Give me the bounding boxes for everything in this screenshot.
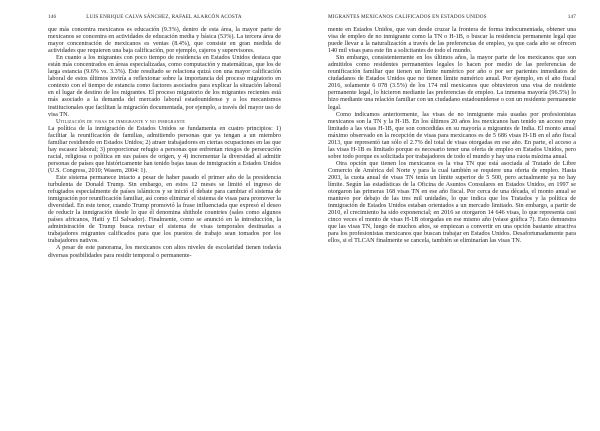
paragraph: que más concentra mexicanos es educación (9.3%), dentro de esta área, la mayor parte de mexicanos se concentra en actividades de educación media y básica (53%). La tercera área de mayor concentración de mexicanos es ventas (8.4%), que consiste en gran medida de actividades que requieren una baja calificación, por ejemplo, cajeros y supervisores. <box>48 27 281 55</box>
right-page-number: 147 <box>567 14 576 20</box>
right-page <box>300 0 600 431</box>
paragraph: Como indicamos anteriormente, las visas de no inmigrante más usadas por profesionistas mexicanos son la TN y la H-1B. En los últimos 20 años los mexicanos han tenido un acceso muy limitado a las visas H-1B, que son concedidas en su mayoría a migrantes de India. El monto anual máximo observado en la recepción de visas para mexicanos es de 5 686 visas H-1B en el año fiscal 2013, que representó tan sólo el 2.7% del total de visas otorgadas en ese año. En parte, el acceso a las visas H-1B es limitado porque es necesario tener una oferta de empleo en Estados Unidos, pero sobre todo porque es solicitada por trabajadores de todo el mundo y hay una cuota máxima anual. <box>328 111 576 160</box>
section-title: Utilización de visas de inmigrante y no inmigrante <box>56 118 186 125</box>
right-running-header <box>328 14 576 24</box>
paragraph: Sin embargo, consistentemente en los últimos años, la mayor parte de los mexicanos que son admitidos como residentes permanentes legales lo hacen por medio de las preferencias de reunificación familiar que tienen un límite numérico por año o por ser parientes inmediatos de ciudadanos de Estados Unidos que no tienen límite numérico anual. Por ejemplo, en el año fiscal 2016, solamente 6 078 (3.5%) de los 174 mil mexicanos que obtuvieron una visa de residente permanente legal, lo hicieron mediante las preferencias de empleo. La inmensa mayoría (96.5%) lo hizo mediante una relación familiar con un ciudadano estadounidense o con un residente permanente legal. <box>328 55 576 111</box>
left-running-head-title: LUIS ENRIQUE CALVA SÁNCHEZ, RAFAEL ALARCÓN ACOSTA <box>86 14 242 20</box>
left-page-number: 146 <box>48 14 57 20</box>
left-running-header <box>48 14 280 24</box>
paragraph: Otra opción que tienen los mexicanos es la visa TN que está asociada al Tratado de Libre Comercio de América del Norte y para la cual también se requiere una oferta de empleo. Hasta 2003, la cuota anual de visas TN tenía un límite superior de 5 500, pero actualmente ya no hay límite. Según las estadísticas de la Oficina de Asuntos Consulares en Estados Unidos, en 1997 se otorgaron las primeras 168 visas TN en ese año fiscal. Por cerca de una década, el monto anual se mantuvo por debajo de las tres mil unidades, lo que indica que los Tratados y la política de inmigración de Estados Unidos estaban orientados a un mercado limitado. Sin embargo, a partir de 2010, el crecimiento ha sido exponencial; en 2016 se otorgaron 14 646 visas, lo que representa casi cinco veces el monto de visas H-1B otorgadas en ese mismo año (véase gráfica 7). Esto demuestra que las visas TN, luego de muchos años, se empiezan a convertir en una opción bastante atractiva para los profesionistas mexicanos que buscan trabajar en Estados Unidos. Desafortunadamente para ellos, si el TLCAN finalmente se cancela, también se eliminarían las visas TN. <box>328 160 576 245</box>
left-page-body <box>48 27 281 260</box>
paragraph: Este sistema permanece intacto a pesar de haber pasado el primer año de la presidencia turbulenta de Donald Trump. Sin embargo, en estos 12 meses se limitó el ingreso de refugiados especialmente de países islámicos y se inició el debate para cambiar el sistema de inmigración por reunificación familiar, así como eliminar el sistema de visas para promover la diversidad. En este tenor, cuando Trump promovió la frase influenciada que expresó el deseo de reducir la inmigración desde lo que él denomina shithole countries (sales como algunos países africanos, Haití y El Salvador). Finalmente, como se anunció en la introducción, la administración de Trump busca revisar el sistema de visas temporales destinadas a trabajadores migrantes calificados para que los puestos de trabajo sean tomados por los trabajadores nativos. <box>48 174 281 245</box>
paragraph: En cuanto a los migrantes con poco tiempo de residencia en Estados Unidos destaca que están más concentrados en áreas especializadas, como computación y matemáticas, que los de larga estancia (9.6% vs. 3.3%). Este resultado se relaciona quizá con una mayor calificación laboral de estos últimos inviría a reflexionar sobre la importancia del proceso migratorio en contexto con el tiempo de estancia como factores asociados para explicar la situación laboral en el lugar de destino de los migrantes. El proceso migratorio de los migrantes recientes está más asociado a la demanda del mercado laboral estadounidense y a los mecanismos institucionales que facilitan la migración documentada, por ejemplo, a través del mayor uso de visa TN. <box>48 55 281 118</box>
paragraph: La política de la inmigración de Estados Unidos se fundamenta en cuatro principios: 1) facilitar la reunificación de familias, admitiendo personas que ya tengan a un miembro familiar residiendo en Estados Unidos; 2) atraer trabajadores en ciertas ocupaciones en las que hay escasez laboral; 3) proporcionar refugio a personas que enfrentan riesgos de persecución racial, religiosa o política en sus países de origen, y 4) incrementar la diversidad al admitir personas de países que históricamente han tenido bajas tasas de inmigración a Estados Unidos (U.S. Congress, 2010; Wasem, 2004: 1). <box>48 125 281 174</box>
paragraph: A pesar de este panorama, los mexicanos con altos niveles de escolaridad tienen todavía diversas posibilidades para residir temporal o permanente- <box>48 245 281 259</box>
right-page-body <box>328 27 576 245</box>
right-running-head-title: MIGRANTES MEXICANOS CALIFICADOS EN ESTADOS UNIDOS <box>328 14 487 20</box>
paragraph: mente en Estados Unidos, que van desde cruzar la frontera de forma indocumentada, obtener una visa de empleo de no inmigrante como la TN o H-1B, o buscar la residencia permanente legal que puede llevar a la naturalización a través de las preferencias de empleo, ya que cada año se ofrecen 140 mil visas para este fin a solicitantes de todo el mundo. <box>328 27 576 55</box>
